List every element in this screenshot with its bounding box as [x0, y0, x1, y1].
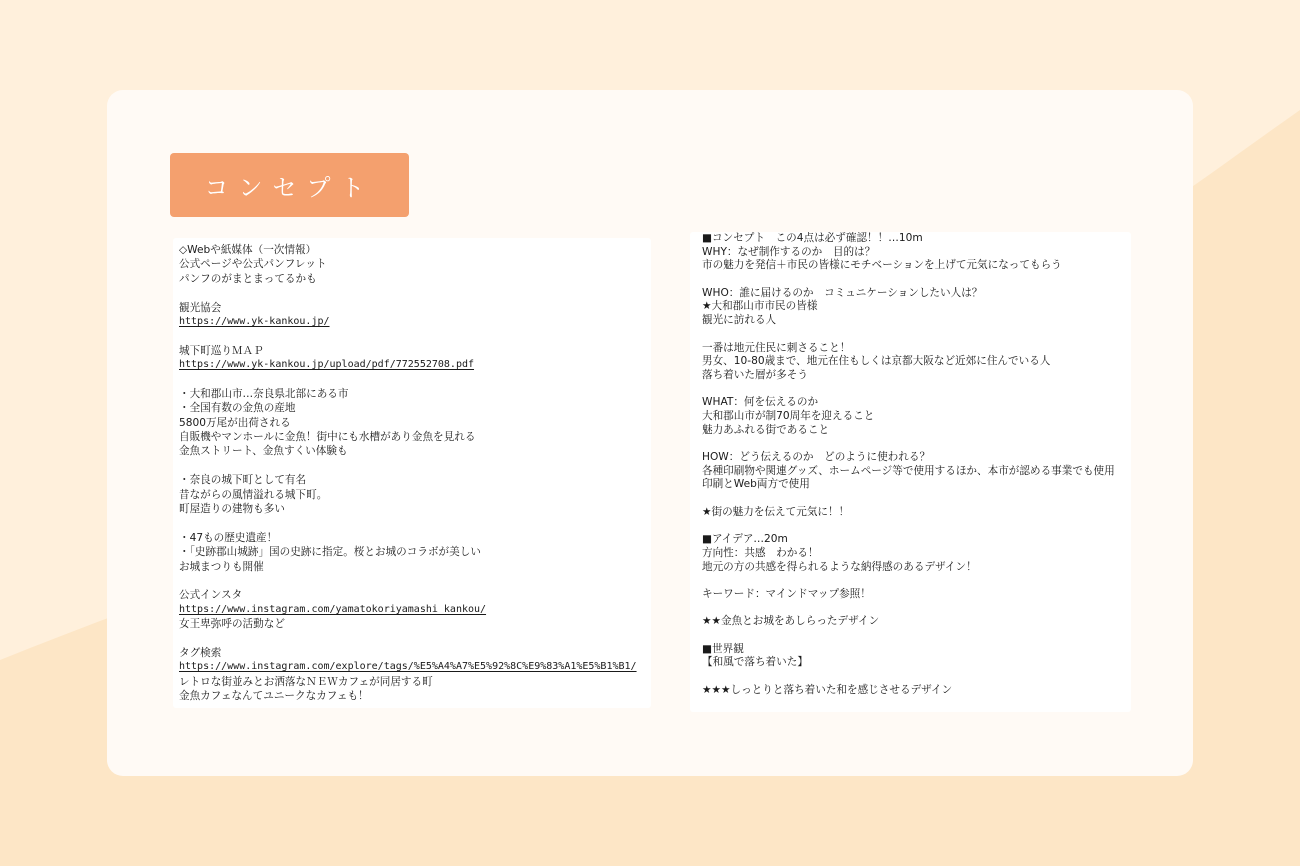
blank-line [179, 574, 645, 588]
note-line: ・奈良の城下町として有名 [179, 474, 307, 487]
note-line: WHAT：何を伝えるのか [702, 396, 819, 409]
note-line: ★街の魅力を伝えて元気に！！ [702, 505, 850, 518]
blank-line [179, 459, 645, 473]
note-line: 市の魅力を発信＋市民の皆様にモチベーションを上げて元気になってもらう [702, 259, 1062, 272]
note-line: 落ち着いた層が多そう [702, 368, 808, 381]
note-line: レトロな街並みとお洒落なＮＥＷカフェが同居する町 [179, 675, 433, 688]
link-text[interactable]: https://www.instagram.com/yamatokoriyamashi_kankou/ [179, 603, 487, 615]
note-line: 方向性：共感 わかる！ [702, 546, 819, 559]
note-line: 女王卑弥呼の活動など [179, 618, 285, 631]
blank-line [179, 373, 645, 387]
note-line: ・47もの歴史遺産！ [179, 531, 278, 544]
link-text[interactable]: https://www.yk-kankou.jp/ [179, 315, 330, 327]
note-line: ■世界観 [702, 642, 744, 655]
note-line: 観光に訪れる人 [702, 314, 777, 327]
note-line: 金魚カフェなんてユニークなカフェも！ [179, 690, 369, 703]
link-text[interactable]: https://www.yk-kankou.jp/upload/pdf/772552708.pdf [179, 359, 475, 371]
blank-line [702, 519, 1119, 533]
blank-line [179, 632, 645, 646]
blank-line [702, 602, 1119, 616]
concept-title-button[interactable]: コンセプト [170, 153, 409, 217]
note-line: ◇Webや紙媒体（一次情報） [179, 244, 317, 256]
note-line: ★大和郡山市市民の皆様 [702, 300, 818, 313]
blank-line [702, 328, 1119, 342]
note-line: ・大和郡山市…奈良県北部にある市 [179, 387, 349, 400]
note-line: キーワード：マインドマップ参照！ [702, 587, 871, 600]
note-line: WHY：なぜ制作するのか 目的は？ [702, 245, 876, 258]
link-text[interactable]: https://www.instagram.com/explore/tags/%E5%A4%A7%E5%92%8C%E9%83%A1%E5%B1%B1/ [179, 661, 637, 673]
note-line: 魅力あふれる街であること [702, 423, 830, 436]
blank-line [179, 516, 645, 530]
note-line: タグ検索 [179, 646, 222, 659]
blank-line [702, 273, 1119, 287]
note-line: 地元の方の共感を得られるような納得感のあるデザイン！ [702, 560, 977, 573]
note-line: お城まつりも開催 [179, 560, 264, 573]
note-line: 城下町巡りＭＡＰ [179, 344, 264, 357]
note-line: ■アイデア…20m [702, 533, 788, 546]
note-line: 町屋造りの建物も多い [179, 503, 285, 516]
blank-line [179, 329, 645, 343]
note-line: 大和郡山市が制70周年を迎えること [702, 409, 875, 422]
research-notes-panel [173, 238, 651, 708]
note-line: 公式インスタ [179, 589, 243, 602]
concept-notes-panel [690, 232, 1131, 712]
note-line: 昔ながらの風情溢れる城下町。 [179, 488, 328, 501]
note-line: 5800万尾が出荷される [179, 416, 291, 429]
note-line: HOW：どう伝えるのか どのように使われる？ [702, 451, 931, 463]
note-line: 自販機やマンホールに金魚！街中にも水槽があり金魚を見れる [179, 431, 476, 444]
note-line: ★★金魚とお城をあしらったデザイン [702, 615, 880, 628]
blank-line [702, 670, 1119, 684]
blank-line [702, 574, 1119, 588]
blank-line [179, 286, 645, 300]
note-line: 公式ページや公式パンフレット [179, 258, 327, 271]
note-line: WHO：誰に届けるのか コミュニケーションしたい人は？ [702, 286, 983, 299]
note-line: 印刷とWeb両方で使用 [702, 478, 810, 491]
note-line: ★★★しっとりと落ち着いた和を感じさせるデザイン [702, 683, 953, 696]
note-line: ・「史跡郡山城跡」国の史跡に指定。桜とお城のコラボが美しい [179, 546, 481, 559]
note-line: 金魚ストリート、金魚すくい体験も [179, 445, 348, 458]
note-line: 一番は地元住民に刺さること！ [702, 341, 851, 354]
note-line: パンフのがまとまってるかも [179, 272, 317, 285]
note-line: 【和風で落ち着いた】 [702, 656, 808, 669]
note-line: 男女、10-80歳まで、地元在住もしくは京都大阪など近郊に住んでいる人 [702, 355, 1051, 368]
note-line: ■コンセプト この4点は必ず確認！！…10m [702, 232, 923, 244]
note-line: 観光協会 [179, 301, 222, 314]
blank-line [702, 437, 1119, 451]
note-line: 各種印刷物や関連グッズ、ホームページ等で使用するほか、本市が認める事業でも使用 [702, 464, 1115, 477]
blank-line [702, 629, 1119, 643]
blank-line [702, 492, 1119, 506]
note-line: ・全国有数の金魚の産地 [179, 402, 296, 415]
blank-line [702, 383, 1119, 397]
